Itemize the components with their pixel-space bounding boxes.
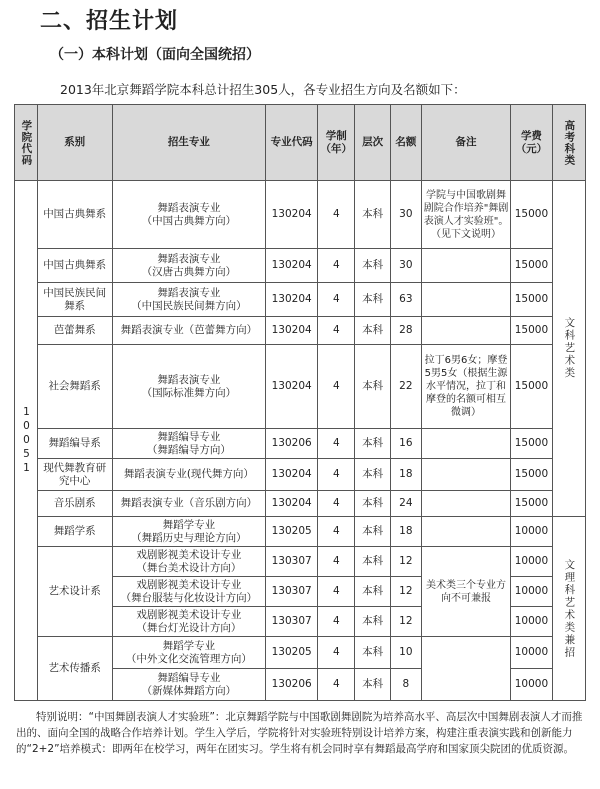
- exam-subject-cell: 文科艺术类: [552, 181, 585, 517]
- remarks-cell: 美术类三个专业方向不可兼报: [421, 547, 510, 637]
- major-line: 舞蹈表演专业: [157, 286, 221, 299]
- department-cell: 艺术传播系: [37, 637, 112, 701]
- department-cell: 社会舞蹈系: [37, 345, 112, 429]
- duration-cell: 4: [318, 637, 355, 669]
- department-cell: 艺术设计系: [37, 547, 112, 637]
- duration-cell: 4: [318, 459, 355, 491]
- major-direction: （舞台灯光设计方向）: [136, 621, 242, 634]
- major-line: 舞蹈表演专业(现代舞方向）: [123, 468, 254, 480]
- code-cell: 130204: [266, 491, 318, 517]
- major-direction: （舞台美术设计方向）: [136, 561, 242, 574]
- remarks-cell: [421, 283, 510, 317]
- tuition-cell: 10000: [511, 669, 553, 701]
- level-cell: 本科: [355, 345, 390, 429]
- tuition-cell: 15000: [511, 181, 553, 249]
- level-cell: 本科: [355, 517, 390, 547]
- department-cell: 中国民族民间舞系: [37, 283, 112, 317]
- duration-cell: 4: [318, 577, 355, 607]
- major-cell: [112, 459, 266, 491]
- tuition-cell: 15000: [511, 317, 553, 345]
- remarks-cell: [421, 491, 510, 517]
- code-cell: 130307: [266, 547, 318, 577]
- table-row: [15, 459, 586, 491]
- major-direction: （中国古典舞方向）: [141, 214, 237, 227]
- tuition-cell: 10000: [511, 637, 553, 669]
- intro-text: 2013年北京舞蹈学院本科总计招生305人，各专业招生方向及名额如下：: [60, 82, 466, 97]
- special-note: 特别说明：“中国舞剧表演人才实验班”：北京舞蹈学院与中国歌剧舞剧院为培养高水平、高层次中国舞剧表演人才而推出的、面向全国的战略合作培养计划。学生入学后，学院将针对实验班特别设计培养方案，构建注重表演实践和创新能力的“2+2”培养模式：即两年在校学习，两年在团实习。学生将有机会同时享有舞蹈最高学府和国家顶尖院团的优质资源。: [16, 711, 583, 755]
- tuition-cell: 15000: [511, 345, 553, 429]
- major-direction: （国际标准舞方向）: [141, 386, 237, 399]
- tuition-cell: 10000: [511, 517, 553, 547]
- major-cell: [112, 491, 266, 517]
- remarks-cell: [421, 637, 510, 701]
- major-line: 戏剧影视美术设计专业: [136, 578, 242, 591]
- major-cell: [112, 577, 266, 607]
- quota-cell: 16: [390, 429, 421, 459]
- header-quota: 名额: [390, 105, 421, 181]
- major-direction: （汉唐古典舞方向）: [141, 265, 237, 278]
- remarks-cell: 拉丁6男6女；摩登5男5女（根据生源水平情况，拉丁和摩登的名额可相互微调）: [421, 345, 510, 429]
- duration-cell: 4: [318, 491, 355, 517]
- major-cell: [112, 181, 266, 249]
- major-line: 舞蹈表演专业: [157, 201, 221, 214]
- major-direction: （中外文化交流管理方向）: [125, 652, 252, 665]
- department-cell: 舞蹈编导系: [37, 429, 112, 459]
- level-cell: 本科: [355, 429, 390, 459]
- major-line: 舞蹈学专业: [162, 518, 216, 531]
- major-line: 舞蹈编导专业: [157, 430, 221, 443]
- major-cell: [112, 547, 266, 577]
- level-cell: 本科: [355, 317, 390, 345]
- code-cell: 130204: [266, 459, 318, 491]
- major-line: 舞蹈编导专业: [157, 671, 221, 684]
- major-cell: [112, 429, 266, 459]
- table-row: [15, 517, 586, 547]
- code-cell: 130204: [266, 181, 318, 249]
- table-row: [15, 547, 586, 577]
- code-cell: 130307: [266, 607, 318, 637]
- level-cell: 本科: [355, 577, 390, 607]
- major-line: 舞蹈学专业: [162, 639, 216, 652]
- remarks-cell: [421, 517, 510, 547]
- department-cell: 现代舞教育研究中心: [37, 459, 112, 491]
- tuition-cell: 15000: [511, 283, 553, 317]
- quota-cell: 22: [390, 345, 421, 429]
- major-line: 舞蹈表演专业（芭蕾舞方向）: [120, 324, 258, 336]
- code-cell: 130205: [266, 637, 318, 669]
- code-cell: 130205: [266, 517, 318, 547]
- major-line: 戏剧影视美术设计专业: [136, 548, 242, 561]
- quota-cell: 24: [390, 491, 421, 517]
- duration-cell: 4: [318, 345, 355, 429]
- code-cell: 130206: [266, 429, 318, 459]
- major-cell: [112, 249, 266, 283]
- major-cell: [112, 669, 266, 701]
- duration-cell: 4: [318, 607, 355, 637]
- code-cell: 130206: [266, 669, 318, 701]
- department-cell: 舞蹈学系: [37, 517, 112, 547]
- duration-cell: 4: [318, 517, 355, 547]
- remarks-cell: 学院与中国歌剧舞剧院合作培养"舞剧表演人才实验班"。（见下文说明）: [421, 181, 510, 249]
- college-code-cell: 10051: [15, 181, 38, 701]
- remarks-cell: [421, 459, 510, 491]
- major-line: 舞蹈表演专业: [157, 252, 221, 265]
- major-line: 舞蹈表演专业: [157, 373, 221, 386]
- major-cell: [112, 317, 266, 345]
- major-line: 舞蹈表演专业（音乐剧方向）: [120, 497, 258, 509]
- major-cell: [112, 345, 266, 429]
- department-cell: 芭蕾舞系: [37, 317, 112, 345]
- quota-cell: 12: [390, 547, 421, 577]
- quota-cell: 28: [390, 317, 421, 345]
- tuition-cell: 10000: [511, 547, 553, 577]
- code-cell: 130307: [266, 577, 318, 607]
- header-tuition: 学费（元）: [511, 105, 553, 181]
- major-line: 戏剧影视美术设计专业: [136, 608, 242, 621]
- quota-cell: 18: [390, 459, 421, 491]
- major-cell: [112, 283, 266, 317]
- level-cell: 本科: [355, 459, 390, 491]
- header-level: 层次: [355, 105, 390, 181]
- code-cell: 130204: [266, 317, 318, 345]
- header-duration: 学制（年）: [318, 105, 355, 181]
- department-cell: 中国古典舞系: [37, 249, 112, 283]
- code-cell: 130204: [266, 345, 318, 429]
- table-row: [15, 317, 586, 345]
- duration-cell: 4: [318, 181, 355, 249]
- code-cell: 130204: [266, 283, 318, 317]
- quota-cell: 10: [390, 637, 421, 669]
- quota-cell: 30: [390, 181, 421, 249]
- table-row: [15, 181, 586, 249]
- major-cell: [112, 517, 266, 547]
- tuition-cell: 10000: [511, 607, 553, 637]
- exam-subject-cell: 文理科艺术类兼招: [552, 517, 585, 701]
- quota-cell: 18: [390, 517, 421, 547]
- table-row: [15, 637, 586, 669]
- remarks-cell: [421, 249, 510, 283]
- department-cell: 中国古典舞系: [37, 181, 112, 249]
- table-row: [15, 345, 586, 429]
- level-cell: 本科: [355, 607, 390, 637]
- duration-cell: 4: [318, 317, 355, 345]
- enrollment-table: [14, 104, 586, 701]
- department-cell: 音乐剧系: [37, 491, 112, 517]
- table-row: [15, 283, 586, 317]
- level-cell: 本科: [355, 249, 390, 283]
- header-exam-subject: 高考科类: [552, 105, 585, 181]
- header-major-code: 专业代码: [266, 105, 318, 181]
- major-direction: （中国民族民间舞方向）: [131, 299, 247, 312]
- quota-cell: 12: [390, 577, 421, 607]
- remarks-cell: [421, 429, 510, 459]
- major-direction: （舞台服装与化妆设计方向）: [120, 591, 258, 604]
- duration-cell: 4: [318, 429, 355, 459]
- header-college-code: 学院代码: [15, 105, 38, 181]
- level-cell: 本科: [355, 283, 390, 317]
- header-remarks: 备注: [421, 105, 510, 181]
- duration-cell: 4: [318, 283, 355, 317]
- quota-cell: 63: [390, 283, 421, 317]
- tuition-cell: 15000: [511, 491, 553, 517]
- major-cell: [112, 607, 266, 637]
- table-row: [15, 249, 586, 283]
- quota-cell: 8: [390, 669, 421, 701]
- major-cell: [112, 637, 266, 669]
- header-major: 招生专业: [112, 105, 266, 181]
- level-cell: 本科: [355, 181, 390, 249]
- section-title: 二、招生计划: [40, 9, 179, 34]
- major-direction: （新媒体舞蹈方向）: [141, 684, 237, 697]
- subsection-title: （一）本科计划（面向全国统招）: [50, 47, 260, 63]
- level-cell: 本科: [355, 669, 390, 701]
- quota-cell: 12: [390, 607, 421, 637]
- code-cell: 130204: [266, 249, 318, 283]
- tuition-cell: 15000: [511, 429, 553, 459]
- remarks-cell: [421, 317, 510, 345]
- table-row: [15, 429, 586, 459]
- level-cell: 本科: [355, 547, 390, 577]
- duration-cell: 4: [318, 669, 355, 701]
- level-cell: 本科: [355, 491, 390, 517]
- duration-cell: 4: [318, 249, 355, 283]
- major-direction: （舞蹈编导方向）: [146, 443, 231, 456]
- major-direction: （舞蹈历史与理论方向）: [131, 531, 247, 544]
- table-header-row: [15, 105, 586, 181]
- table-row: [15, 491, 586, 517]
- header-department: 系别: [37, 105, 112, 181]
- level-cell: 本科: [355, 637, 390, 669]
- tuition-cell: 10000: [511, 577, 553, 607]
- tuition-cell: 15000: [511, 459, 553, 491]
- duration-cell: 4: [318, 547, 355, 577]
- quota-cell: 30: [390, 249, 421, 283]
- tuition-cell: 15000: [511, 249, 553, 283]
